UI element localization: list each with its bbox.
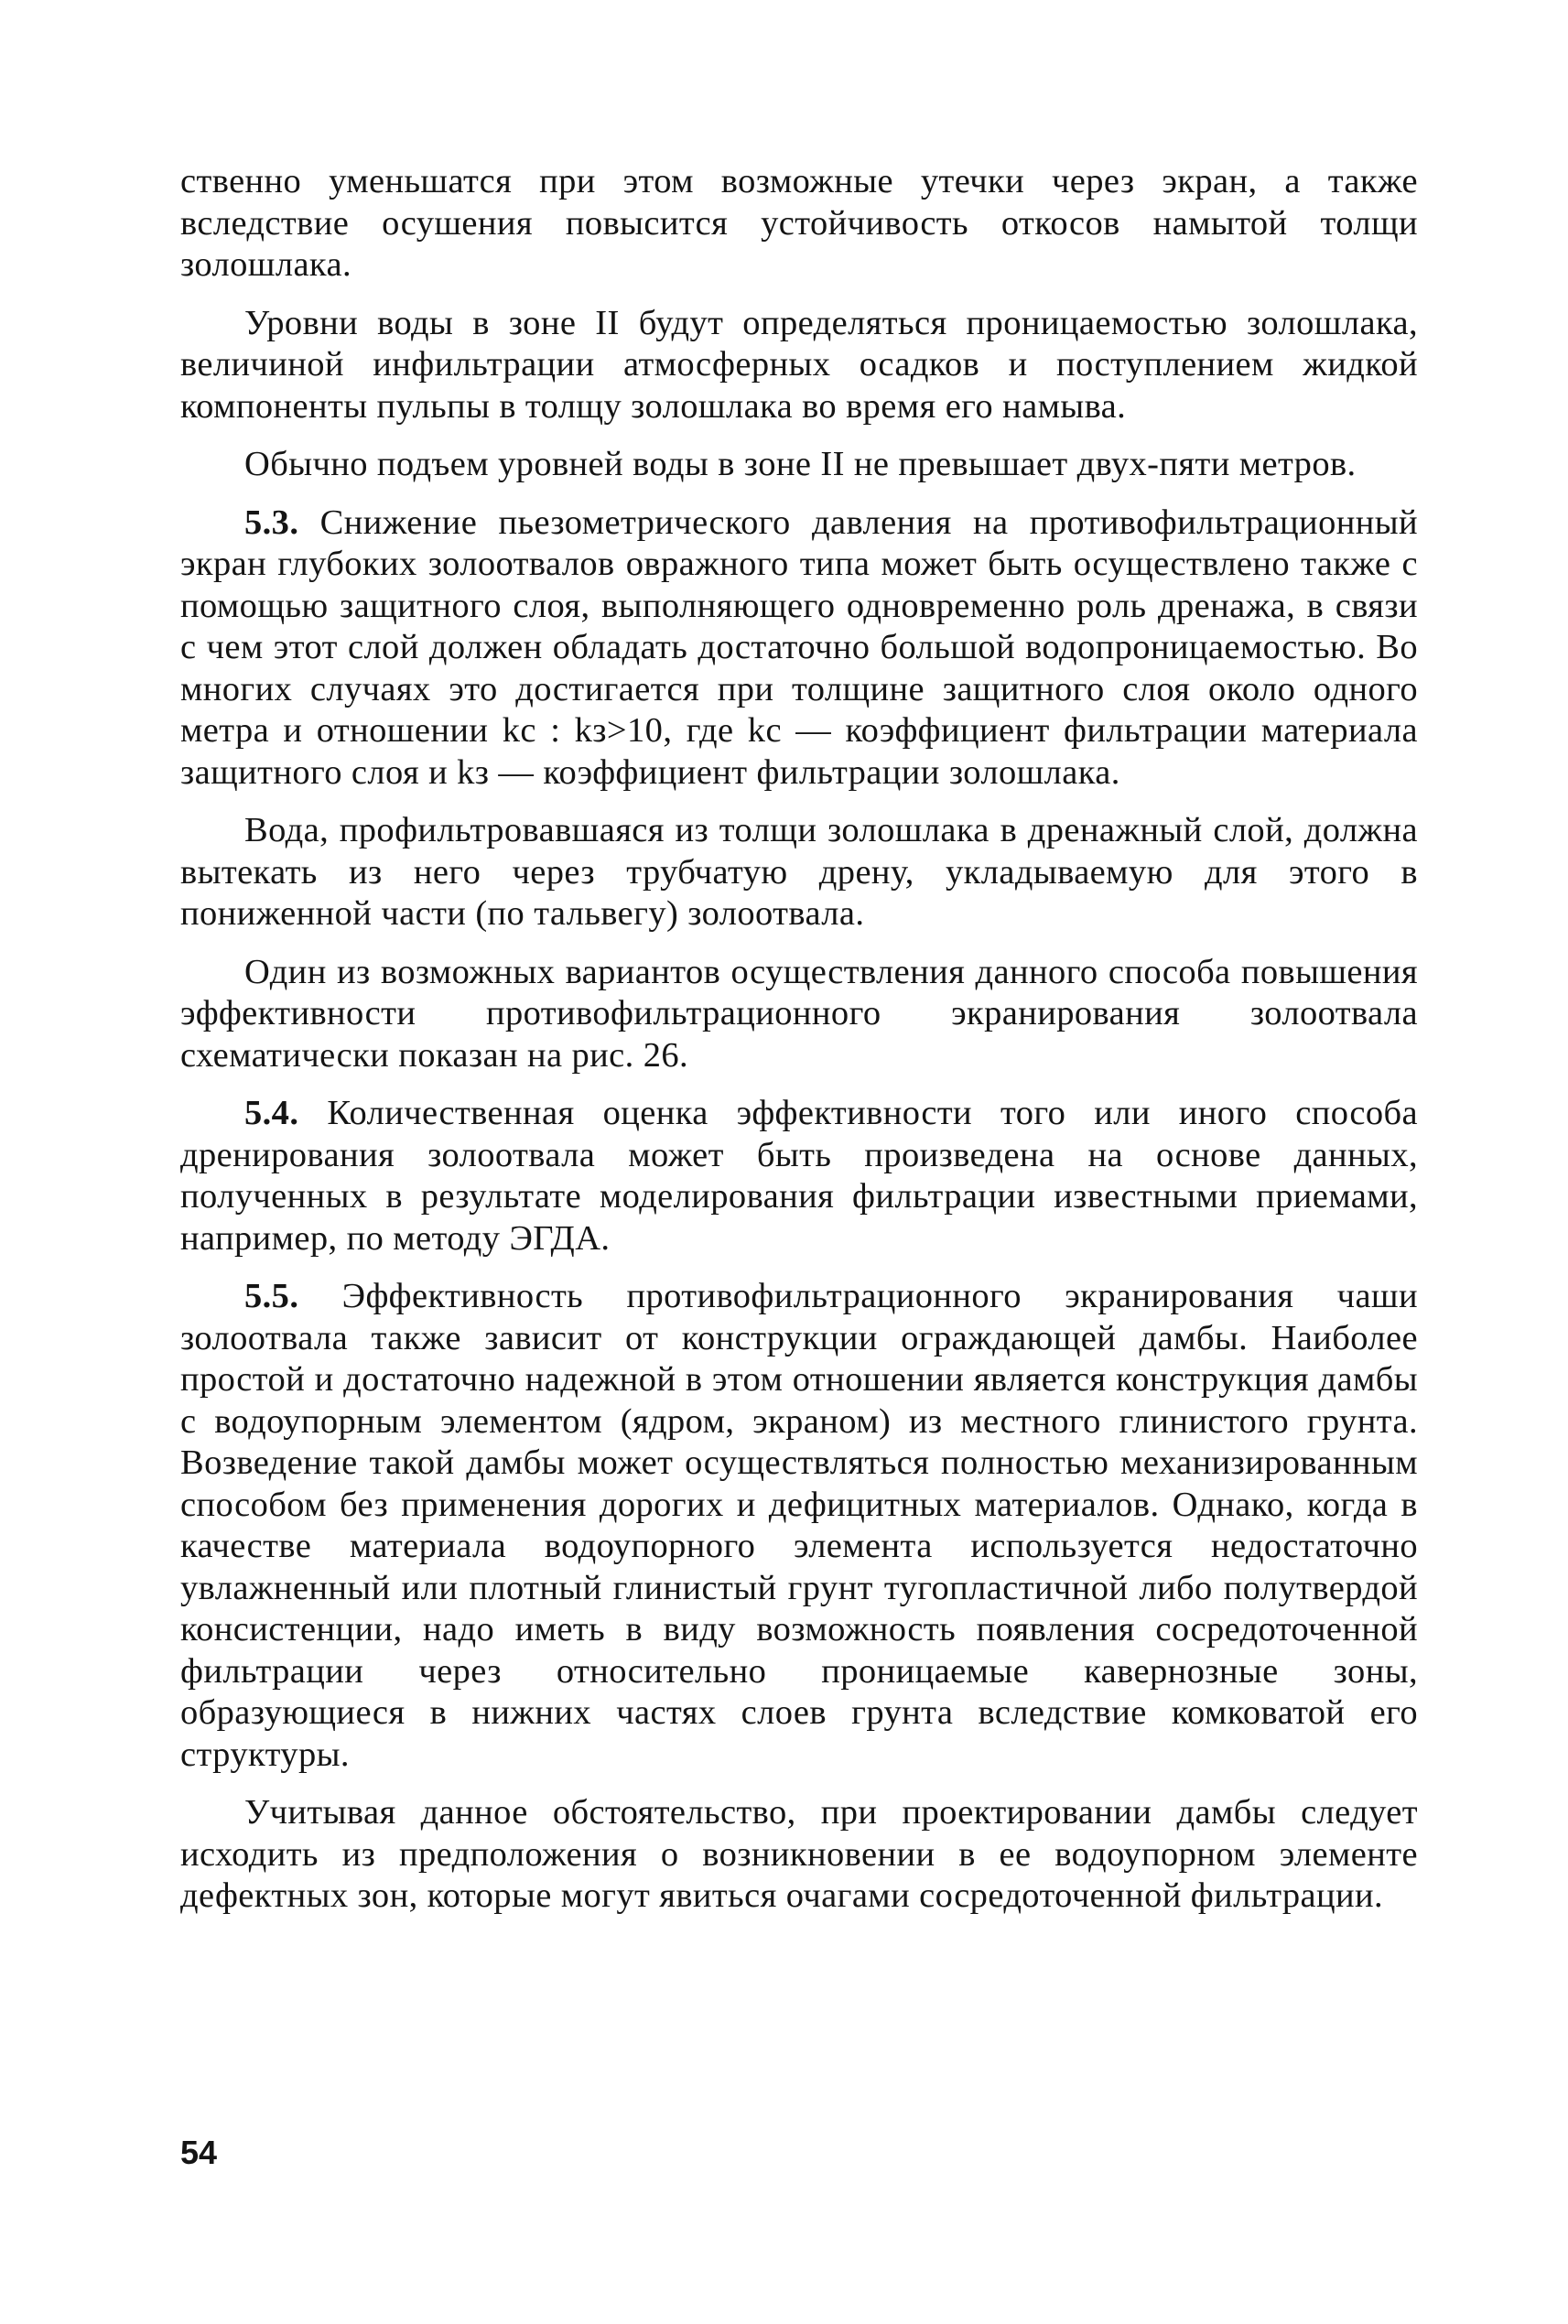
- section-text: Эффективность противофильтрационного экранирования чаши золоотвала также зависит от конструкции ограждающей дамбы. Наиболее простой и достаточно надежной в этом отношении является конструкция дамбы с водоупорным элементом (ядром, экраном) из местного глинистого грунта. Возведение такой дамбы может осуществляться полностью механизированным способом без применения дорогих и дефицитных материалов. Однако, когда в качестве материала водоупорного элемента используется недостаточно увлажненный или плотный глинистый грунт тугопластичной либо полутвердой консистенции, надо иметь в виду возможность появления сосредоточенной фильтрации через относительно проницаемые кавернозные зоны, образующиеся в нижних частях слоев грунта вследствие комковатой его структуры.: [180, 1277, 1418, 1774]
- paragraph-variant-fig26: Один из возможных вариантов осуществления данного способа повышения эффективности противофильтрационного экранирования золоотвала схематически показан на рис. 26.: [180, 952, 1418, 1075]
- section-number: 5.4.: [244, 1094, 299, 1132]
- section-number: 5.3.: [244, 503, 299, 542]
- paragraph-zone-ii-levels: Уровни воды в зоне II будут определяться проницаемостью золошлака, величиной инфильтрации атмосферных осадков и поступлением жидкой компоненты пульпы в толщу золошлака во время его намыва.: [180, 303, 1418, 426]
- section-5-4: [180, 1093, 1418, 1259]
- paragraph-water-rise: Обычно подъем уровней воды в зоне II не превышает двух-пяти метров.: [244, 445, 1357, 483]
- page-number: 54: [180, 2134, 218, 2171]
- page-body: [180, 161, 1418, 1934]
- section-5-5: [180, 1276, 1418, 1776]
- section-text: Количественная оценка эффективности того или иного способа дренирования золоотвала может быть произведена на основе данных, полученных в результате моделирования фильтрации известными приемами, например, по методу ЭГДА.: [180, 1094, 1419, 1258]
- paragraph-design-assumption: Учитывая данное обстоятельство, при проектировании дамбы следует исходить из предположения о возникновении в ее водоупорном элементе дефектных зон, которые могут явиться очагами сосредоточенной фильтрации.: [180, 1793, 1418, 1915]
- section-text: Снижение пьезометрического давления на противофильтрационный экран глубоких золоотвалов овражного типа может быть осуществлено также с помощью защитного слоя, выполняющего одновременно роль дренажа, в связи с чем этот слой должен обладать достаточно большой водопроницаемостью. Во многих случаях это достигается при толщине защитного слоя около одного метра и отношении kс : kз>10, где kс — коэффициент фильтрации материала защитного слоя и kз — коэффициент фильтрации золошлака.: [180, 503, 1418, 792]
- section-number: 5.5.: [244, 1277, 299, 1315]
- section-5-3: [180, 503, 1418, 794]
- paragraph-continuation: ственно уменьшатся при этом возможные утечки через экран, а также вследствие осушения повысится устойчивость откосов намытой толщи золошлака.: [180, 162, 1418, 284]
- paragraph-drain-water: Вода, профильтровавшаяся из толщи золошлака в дренажный слой, должна вытекать из него через трубчатую дрену, укладываемую для этого в пониженной части (по тальвегу) золоотвала.: [180, 811, 1418, 933]
